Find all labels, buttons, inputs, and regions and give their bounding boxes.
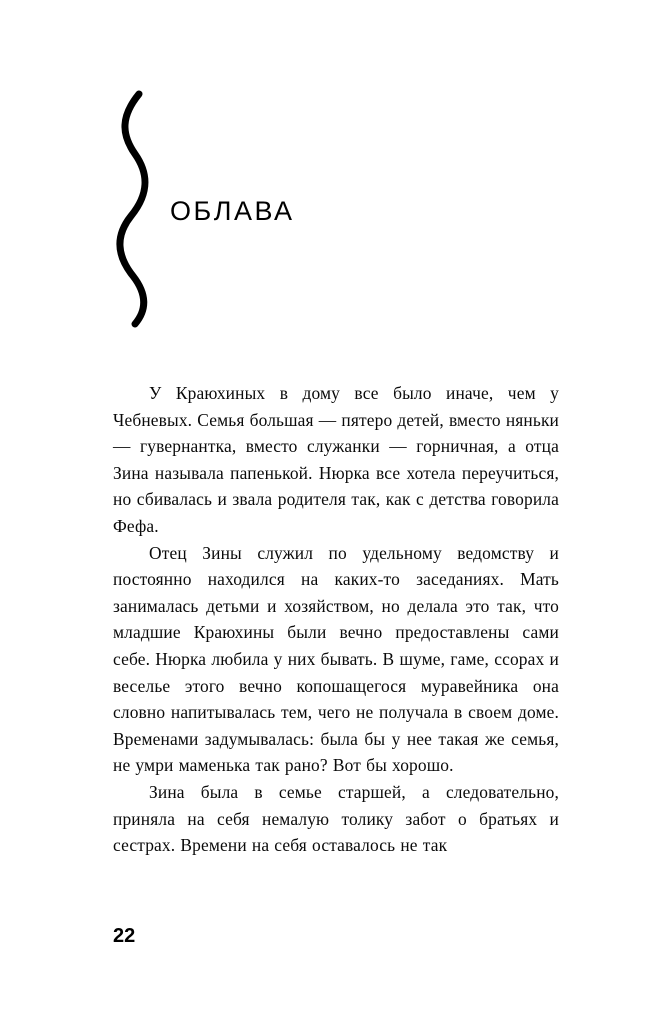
chapter-title: ОБЛАВА bbox=[170, 196, 295, 226]
chapter-header bbox=[113, 90, 573, 340]
paragraph: Зина была в семье старшей, а следовательно, приняла на себя немалую толику забот о братьях и сестрах. Времени на себя оставалось не так bbox=[113, 781, 559, 856]
page-number: 22 bbox=[113, 925, 136, 947]
body-text bbox=[113, 380, 559, 859]
squiggle-ornament-icon bbox=[113, 90, 159, 328]
paragraph: У Краюхиных в дому все было иначе, чем у Чебневых. Семья большая — пятеро детей, вместо няньки — гувернантка, вместо служанки — горничная, а отца Зина называла папенькой. Нюрка все хотела переучиться, но сбивалась и звала родителя так, как с детства говорила Фефа. bbox=[113, 383, 560, 536]
paragraph: Отец Зины служил по удельному ведомству и постоянно находился на каких-то заседаниях. Мать занималась детьми и хозяйством, но делала это так, что младшие Краюхины были вечно предоставлены сами себе. Нюрка любила у них бывать. В шуме, гаме, ссорах и веселье этого вечно копошащегося муравейника она словно напитывалась тем, чего не получала в своем доме. Временами задумывалась: была бы у нее такая же семья, не умри маменька так рано? Вот бы хорошо. bbox=[113, 542, 559, 776]
